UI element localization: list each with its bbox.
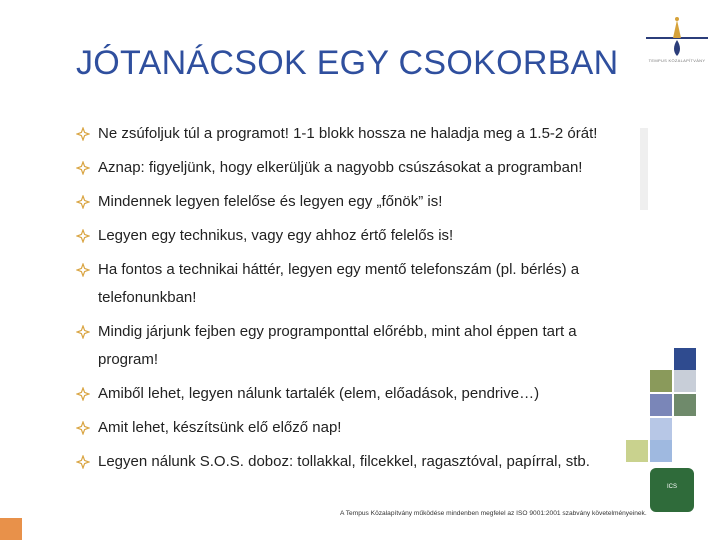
slide-title: JÓTANÁCSOK EGY CSOKORBAN	[76, 44, 619, 82]
scales-icon	[640, 14, 714, 58]
star-bullet-icon	[76, 127, 90, 141]
mosaic-square	[650, 370, 672, 392]
mosaic-square	[650, 394, 672, 416]
star-bullet-icon	[76, 229, 90, 243]
list-item-text: Amit lehet, készítsünk elő előző nap!	[98, 419, 342, 436]
list-item	[76, 256, 636, 312]
list-item-text: Ha fontos a technikai háttér, legyen egy mentő telefonszám (pl. bérlés) a telefonunkban!	[98, 261, 580, 306]
list-item-text: Aznap: figyeljünk, hogy elkerüljük a nagyobb csúszásokat a programban!	[98, 159, 583, 176]
list-item	[76, 188, 636, 216]
list-item-text: Legyen nálunk S.O.S. doboz: tollakkal, filcekkel, ragasztóval, papírral, stb.	[98, 453, 590, 470]
mosaic-square	[674, 370, 696, 392]
edge-shadow	[640, 128, 648, 210]
star-bullet-icon	[76, 195, 90, 209]
corner-square	[0, 518, 22, 540]
list-item-text: Mindennek legyen felelőse és legyen egy „főnök” is!	[98, 193, 443, 210]
mosaic-square	[650, 418, 672, 440]
list-item	[76, 120, 636, 148]
tempus-logo	[640, 14, 714, 70]
list-item-text: Ne zsúfoljuk túl a programot! 1-1 blokk hossza ne haladja meg a 1.5-2 órát!	[98, 125, 598, 142]
mosaic-square	[674, 394, 696, 416]
star-bullet-icon	[76, 455, 90, 469]
certification-text: ICS	[666, 484, 677, 490]
list-item-text: Mindig járjunk fejben egy programponttal előrébb, mint ahol éppen tart a program!	[98, 323, 577, 368]
star-bullet-icon	[76, 263, 90, 277]
certification-badge	[650, 468, 694, 512]
logo-caption: TEMPUS KÖZALAPÍTVÁNY	[648, 58, 706, 63]
bullet-list	[76, 120, 636, 482]
list-item	[76, 380, 636, 408]
footer-text: A Tempus Közalapítvány működése mindenben megfelel az ISO 9001:2001 szabvány követelményeinek.	[340, 510, 647, 517]
list-item	[76, 318, 636, 374]
list-item-text: Amiből lehet, legyen nálunk tartalék (elem, előadások, pendrive…)	[98, 385, 540, 402]
mosaic-square	[674, 348, 696, 370]
list-item-text: Legyen egy technikus, vagy egy ahhoz értő felelős is!	[98, 227, 454, 244]
star-bullet-icon	[76, 161, 90, 175]
mosaic-square	[626, 440, 648, 462]
star-bullet-icon	[76, 325, 90, 339]
list-item	[76, 414, 636, 442]
star-bullet-icon	[76, 421, 90, 435]
mosaic-square	[650, 440, 672, 462]
list-item	[76, 448, 636, 476]
list-item	[76, 222, 636, 250]
star-bullet-icon	[76, 387, 90, 401]
list-item	[76, 154, 636, 182]
